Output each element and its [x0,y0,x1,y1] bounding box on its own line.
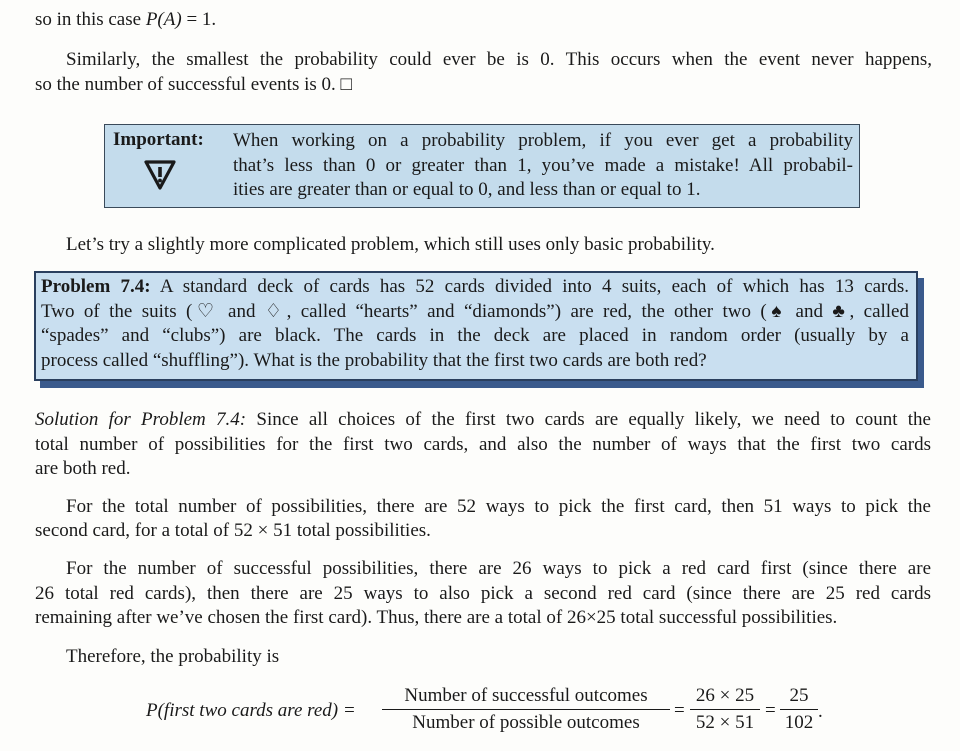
fraction-counts-denominator: 52 × 51 [695,712,755,733]
para-smallest-line-1: Similarly, the smallest the probability could ever be is 0. This occurs when the event never happens, [66,49,932,70]
formula-period: . [818,701,823,722]
successful-possibilities-line-2: 26 total red cards), then there are 25 ways to also pick a second red card (since there are 25 red cards [35,583,931,604]
para-smallest-line-2: so the number of successful events is 0. □ [35,74,352,95]
problem-box [34,271,918,381]
important-label: Important: [113,129,204,150]
fraction-outcomes-denominator: Number of possible outcomes [412,712,640,733]
fraction-counts-numerator: 26 × 25 [690,684,760,710]
solution-line-3: are both red. [35,458,131,479]
transition-text: Let’s try a slightly more complicated problem, which still uses only basic probability. [66,234,715,255]
important-line-1: When working on a probability problem, if you ever get a probability [233,130,853,151]
solution-line-1 [35,408,931,432]
fraction-result-numerator: 25 [780,684,818,710]
problem-text [41,275,909,373]
important-callout [104,124,860,208]
intro-line-1 [35,8,216,32]
probability-formula [0,682,960,742]
important-text [233,129,853,203]
intro-text-end: = 1. [181,9,217,30]
fraction-result [780,684,818,735]
math-pa: P(A) [145,9,182,30]
problem-line-4: process called “shuffling”). What is the probability that the first two cards are both red? [41,349,707,371]
fraction-counts [690,684,760,735]
warning-shield-icon [143,159,177,196]
successful-possibilities-line-1: For the number of successful possibilities, there are 26 ways to pick a red card first (since there are [66,558,931,579]
formula-lhs-text: P(first two cards are red) = [146,700,356,721]
equals-sign-3: = [765,700,776,721]
formula-lhs [146,699,356,723]
equals-sign-2: = [674,700,685,721]
solution-line-2: total number of possibilities for the first two cards, and also the number of ways that the first two cards [35,434,931,455]
problem-line-2: Two of the suits (♡ and ♢, called “hearts” and “diamonds”) are red, the other two (♠ and ♣, called [41,300,909,322]
successful-possibilities-line-3: remaining after we’ve chosen the first card). Thus, there are a total of 26×25 total successful possibilities. [35,607,838,628]
problem-label: Problem 7.4: [41,276,151,297]
fraction-outcomes [382,684,670,735]
problem-line-1 [41,275,909,300]
solution-line-1-text: Since all choices of the first two cards are equally likely, we need to count the [246,409,931,430]
fraction-outcomes-numerator: Number of successful outcomes [382,684,670,710]
total-possibilities-line-1: For the total number of possibilities, there are 52 ways to pick the first card, then 51 ways to pick the [66,496,931,517]
intro-text: so in this case [35,9,146,30]
total-possibilities-line-2: second card, for a total of 52 × 51 total possibilities. [35,520,431,541]
therefore-text: Therefore, the probability is [66,646,280,667]
problem-line-3: “spades” and “clubs”) are black. The cards in the deck are placed in random order (usually by a [41,325,909,346]
important-line-2: that’s less than 0 or greater than 1, you’ve made a mistake! All probabil- [233,154,853,176]
fraction-result-denominator: 102 [784,712,814,733]
important-line-3: ities are greater than or equal to 0, and less than or equal to 1. [233,179,701,200]
problem-line-1-text: A standard deck of cards has 52 cards divided into 4 suits, each of which has 13 cards. [150,276,909,297]
solution-label: Solution for Problem 7.4: [35,409,247,430]
